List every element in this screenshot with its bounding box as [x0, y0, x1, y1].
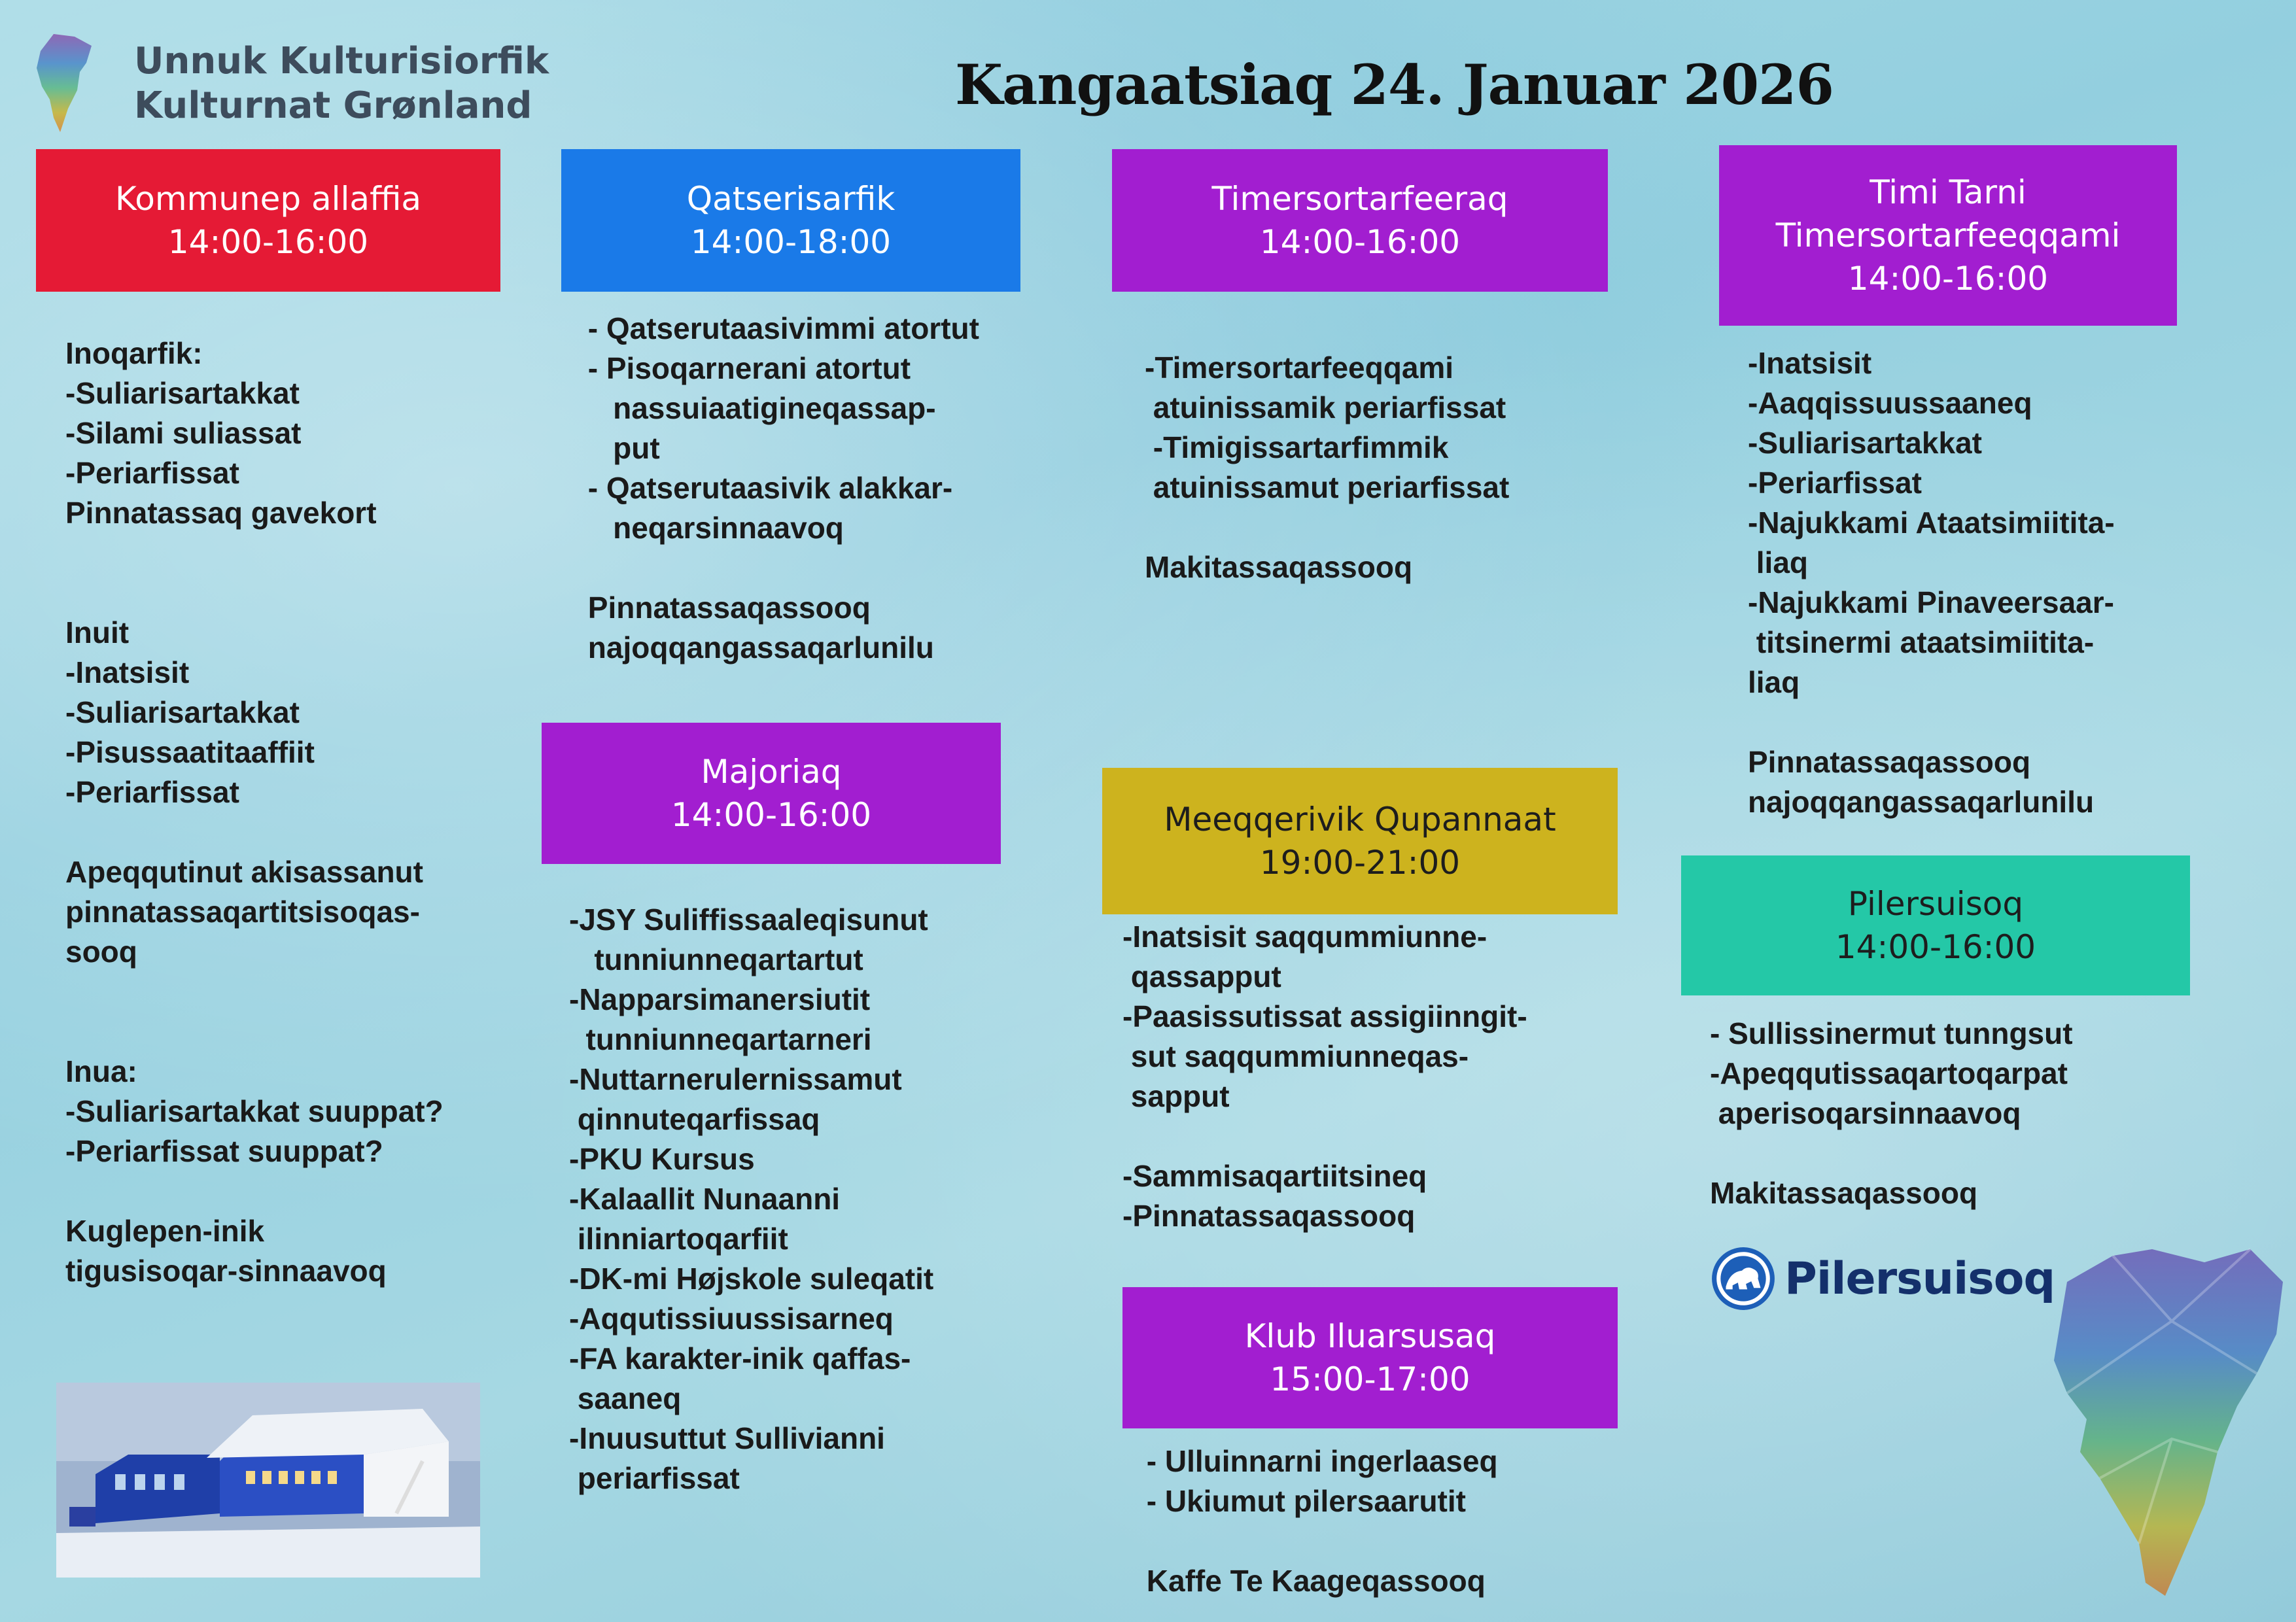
venue-time: 14:00-16:00 — [167, 223, 369, 261]
polar-bear-icon — [1710, 1245, 1777, 1312]
venue-time: 14:00-18:00 — [690, 223, 892, 261]
venue-name-line-2: Timersortarfeeqqami — [1775, 216, 2121, 254]
venue-time: 19:00-21:00 — [1259, 844, 1461, 882]
venue-details-kommunep: Inoqarfik: -Suliarisartakkat -Silami suliassat -Periarfissat Pinnatassaq gavekort Inuit -Inatsisit -Suliarisartakkat -Pisussaatitaaffiit -Periarfissat Apeqqutinut akisassanut pinnatassaqartitsisoqas- sooq Inua: -Suliarisartakkat suuppat? -Periarfissat suuppat? Kuglepen-inik tigusisoqar-sinnaavoq — [65, 336, 444, 1288]
venue-name: Pilersuisoq — [1847, 885, 2024, 923]
venue-header-kommunep — [36, 149, 500, 292]
venue-time: 15:00-17:00 — [1270, 1360, 1470, 1398]
venue-header-majoriaq — [542, 723, 1001, 864]
venue-name-line-1: Timi Tarni — [1870, 173, 2026, 211]
venue-name: Klub Iluarsusaq — [1244, 1317, 1496, 1355]
venue-header-pilersuisoq — [1681, 855, 2190, 995]
venue-details-timitarni: -Inatsisit -Aaqqissuussaaneq -Suliarisartakkat -Periarfissat -Najukkami Ataatsimiitita- liaq -Najukkami Pinaveersaar- titsinermi ataatsimiitita- liaq Pinnatassaqassooq najoqqangassaqarlunilu — [1748, 346, 2115, 819]
building-photo — [56, 1383, 480, 1578]
venue-time: 14:00-16:00 — [1847, 260, 2049, 298]
venue-details-klub: - Ulluinnarni ingerlaaseq - Ukiumut pilersaarutit Kaffe Te Kaageqassooq — [1146, 1444, 1498, 1598]
greenland-map-icon — [2041, 1243, 2289, 1609]
venue-header-meeqqerivik — [1102, 768, 1618, 914]
venue-time: 14:00-16:00 — [1835, 928, 2036, 966]
venue-header-timitarni — [1719, 145, 2177, 326]
organizer-line-2: Kulturnat Grønland — [134, 84, 532, 127]
organizer-line-1: Unnuk Kulturisiorfik — [134, 40, 549, 82]
venue-time: 14:00-16:00 — [670, 796, 872, 834]
venue-details-pilersuisoq: - Sullissinermut tunngsut -Apeqqutissaqartoqarpat aperisoqarsinnaavoq Makitassaqassooq — [1710, 1016, 2073, 1210]
organizer-logo-text — [134, 39, 549, 128]
venue-details-timersortarfeeraq: -Timersortarfeeqqami atuinissamik periarfissat -Timigissartarfimmik atuinissamut periarfissat Makitassaqassooq — [1145, 351, 1510, 584]
venue-header-timersortarfeeraq — [1112, 149, 1608, 292]
venue-name: Majoriaq — [701, 753, 842, 791]
venue-name: Timersortarfeeraq — [1211, 180, 1508, 218]
venue-time: 14:00-16:00 — [1259, 223, 1461, 261]
greenland-logo-icon — [34, 31, 94, 136]
venue-name: Qatserisarfik — [686, 180, 896, 218]
venue-details-majoriaq: -JSY Suliffissaaleqisunut tunniunneqartartut -Napparsimanersiutit tunniunneqartarneri -Nuttarnerulernissamut qinnuteqarfissaq -PKU Kursus -Kalaallit Nunaanni ilinniartoqarfiit -DK-mi Højskole suleqatit -Aqqutissiuussisarneq -FA karakter-inik qaffas- saaneq -Inuusuttut Sullivianni periarfissat — [569, 903, 934, 1495]
venue-name: Meeqqerivik Qupannaat — [1164, 801, 1556, 838]
sponsor-name: Pilersuisoq — [1784, 1252, 2055, 1305]
venue-details-meeqqerivik: -Inatsisit saqqummiunne- qassapput -Paasissutissat assigiinngit- sut saqqummiunneqas- sapput -Sammisaqartiitsineq -Pinnatassaqassooq — [1122, 920, 1527, 1233]
venue-header-klub — [1122, 1287, 1618, 1428]
venue-details-qatserisarfik: - Qatserutaasivimmi atortut - Pisoqarnerani atortut nassuiaatigineqassap- put - Qatserutaasivik alakkar- neqarsinnaavoq Pinnatassaqassooq najoqqangassaqarlunilu — [587, 311, 979, 664]
venue-header-qatserisarfik — [561, 149, 1020, 292]
page-title: Kangaatsiaq 24. Januar 2026 — [955, 52, 1834, 117]
sponsor-logo — [1710, 1243, 2055, 1315]
venue-name: Kommunep allaffia — [114, 180, 422, 218]
